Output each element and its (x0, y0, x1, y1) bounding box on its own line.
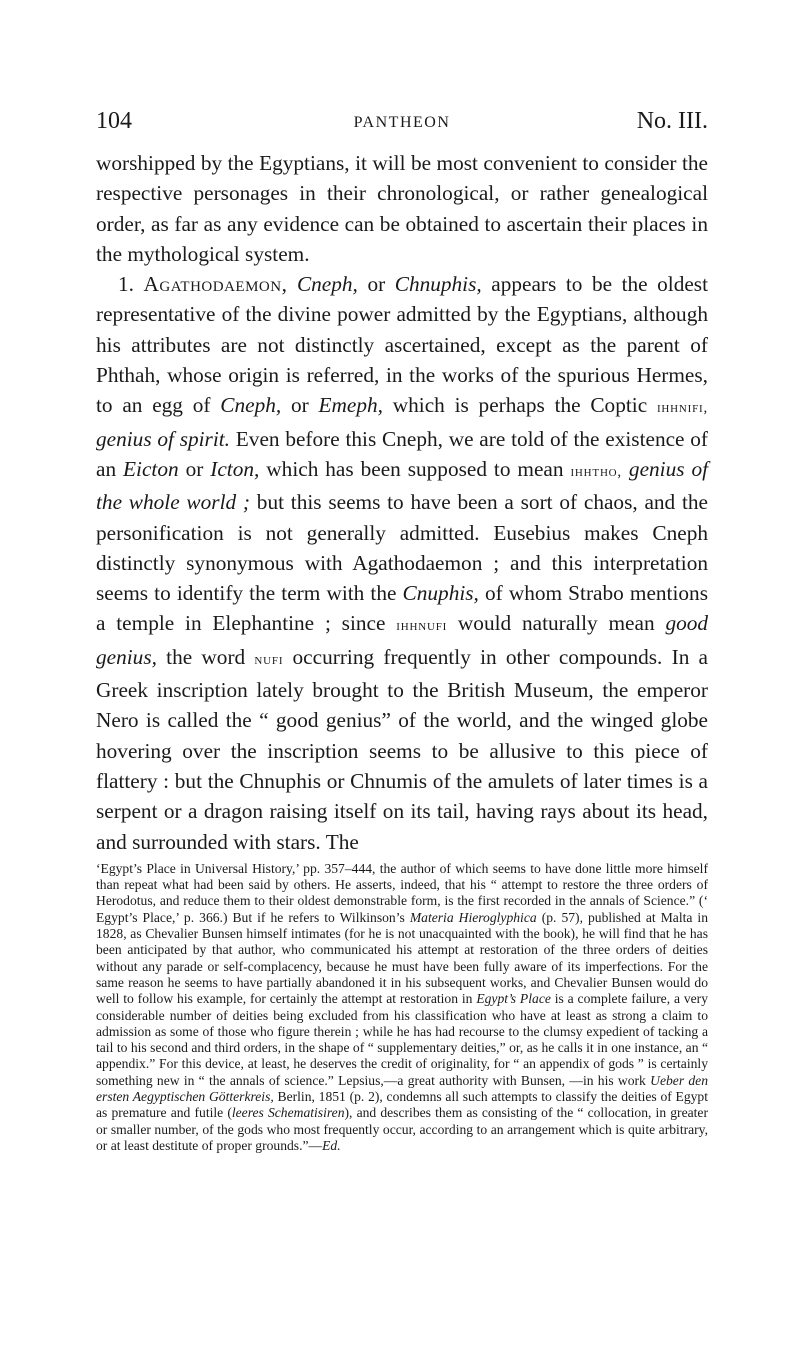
footnote (96, 861, 708, 1154)
footnote-editor-mark: Ed. (322, 1137, 341, 1153)
footnote-title-lepsius: Ueber den ersten Aegyptischen Götterkreis, (96, 1072, 709, 1104)
text-run: of whom Strabo mentions a temple in Elephantine ; since (96, 581, 708, 636)
phrase-genius-of-spirit: genius of spirit. (96, 426, 231, 451)
footnote-term-leeres: leeres Schematisiren (231, 1105, 345, 1121)
term-cneph: Cneph, (296, 272, 358, 297)
coptic-ihhnufi: ihhnufi (396, 618, 448, 635)
running-title: PANTHEON (353, 114, 451, 131)
text-run: which has been supposed to mean (266, 456, 564, 481)
number-label: No. III. (636, 108, 708, 134)
running-head (96, 108, 708, 148)
text-run: occurring frequently in other compounds. In a Greek inscription lately brought to the British Museum, the emperor Nero is called the “ good genius” of the world, and the winged globe hovering over the inscription seems to be allusive to this piece of flattery : but the Chnuphis or Chnumis of the amulets of later times is a serpent or a dragon raising itself on its tail, having rays about its head, and surrounded with stars. The (96, 644, 709, 854)
term-eicton: Eicton (123, 456, 179, 481)
section-number: 1. (118, 272, 134, 297)
term-agathodaemon: Agathodaemon, (143, 272, 288, 297)
coptic-ihhnifi: ihhnifi, (656, 400, 709, 417)
footnote-run: (p. 57), published at Malta in 1828, as Chevalier Bunsen himself intimates (for he is not unacquainted with the book), he will find that he has been anticipated by that author, who communicated his attempt at restoration of the three orders of deities without any parade or self-complacency, because he must have been fully aware of its imperfections. For the same reason he seems to have partially abandoned it in his subsequent works, and Chevalier Bunsen would do well to follow his example, for certainly the attempt at restoration in (96, 909, 709, 1007)
coptic-ihhtho: ihhtho, (570, 463, 622, 480)
main-text (96, 148, 708, 857)
footnote-run: ‘Egypt’s Place in Universal History,’ pp. 357–444, the author of which seems to have done little more himself than repeat what had been said by others. He asserts, indeed, that his “ attempt to restore the three orders of Herodotus, and reduce them to their oldest demonstrable form, is the first recorded in the annals of Science.” (‘ Egypt’s Place,’ p. 366.) But if he refers to Wilkinson’s (96, 860, 708, 925)
paragraph-1: worshipped by the Egyptians, it will be most convenient to consider the respective personages in their chronological, or rather genealogical order, as far as any evidence can be obtained to ascertain their places in the mythological system. (96, 151, 708, 266)
footnote-run: ), and describes them as consisting of the “ collocation, in greater or smaller number, of the gods who most frequently occur, according to an arrangement which is quite arbitrary, or at least destitute of proper grounds.”— (96, 1105, 708, 1153)
footnote-title-materia: Materia Hieroglyphica (409, 909, 537, 925)
footnote-title-egypts-place: Egypt’s Place (476, 991, 551, 1007)
term-emeph: Emeph, (318, 393, 383, 418)
term-icton: Icton, (210, 456, 260, 481)
text-run: Even before this Cneph, we are told of the existence of an (96, 426, 709, 481)
text-run: or (185, 456, 204, 481)
phrase-genius-of-the-whole-world: genius of the whole world ; (96, 456, 709, 515)
text-run: or (290, 393, 309, 418)
paragraph-2 (96, 269, 708, 857)
page-number: 104 (96, 108, 132, 134)
text-run: appears to be the oldest representative of the divine power admitted by the Egyptians, although his attributes are not distinctly ascertained, except as the parent of Phthah, whose origin is referred, in the works of the spurious Hermes, to an egg of (96, 272, 709, 418)
term-cnuphis: Cnuphis, (402, 581, 479, 606)
text-run: would naturally mean (457, 611, 655, 636)
text-run: the word (166, 644, 246, 669)
text-run: which is perhaps the Coptic (392, 393, 648, 418)
term-chnuphis: Chnuphis, (394, 272, 482, 297)
phrase-good-genius: good genius, (96, 611, 709, 669)
footnote-run: is a complete failure, a very considerable number of deities being excluded from his classification who have at least as strong a claim to admission as some of those who figure therein ; while he has had recourse to the clumsy expedient of tacking a tail to his second and third orders, in the shape of “ supplementary deities,” or, as he calls it in one instance, an “ appendix.” For this device, at least, he deserves the credit of originality, for “ an appendix of gods ” is certainly something new in “ the annals of science.” Lepsius,—a great authority with Bunsen, —in his work (96, 991, 708, 1088)
footnote-run: Berlin, 1851 (p. 2), condemns all such attempts to classify the deities of Egypt as premature and futile ( (96, 1088, 708, 1121)
coptic-nufi: nufi (254, 651, 284, 668)
page (96, 108, 708, 1154)
text-run: but this seems to have been a sort of chaos, and the personification is not generally admitted. Eusebius makes Cneph distinctly synonymous with Agathodaemon ; and this interpretation seems to identify the term with the (96, 490, 708, 606)
term-cneph: Cneph, (220, 393, 282, 418)
text-run: or (367, 272, 386, 297)
